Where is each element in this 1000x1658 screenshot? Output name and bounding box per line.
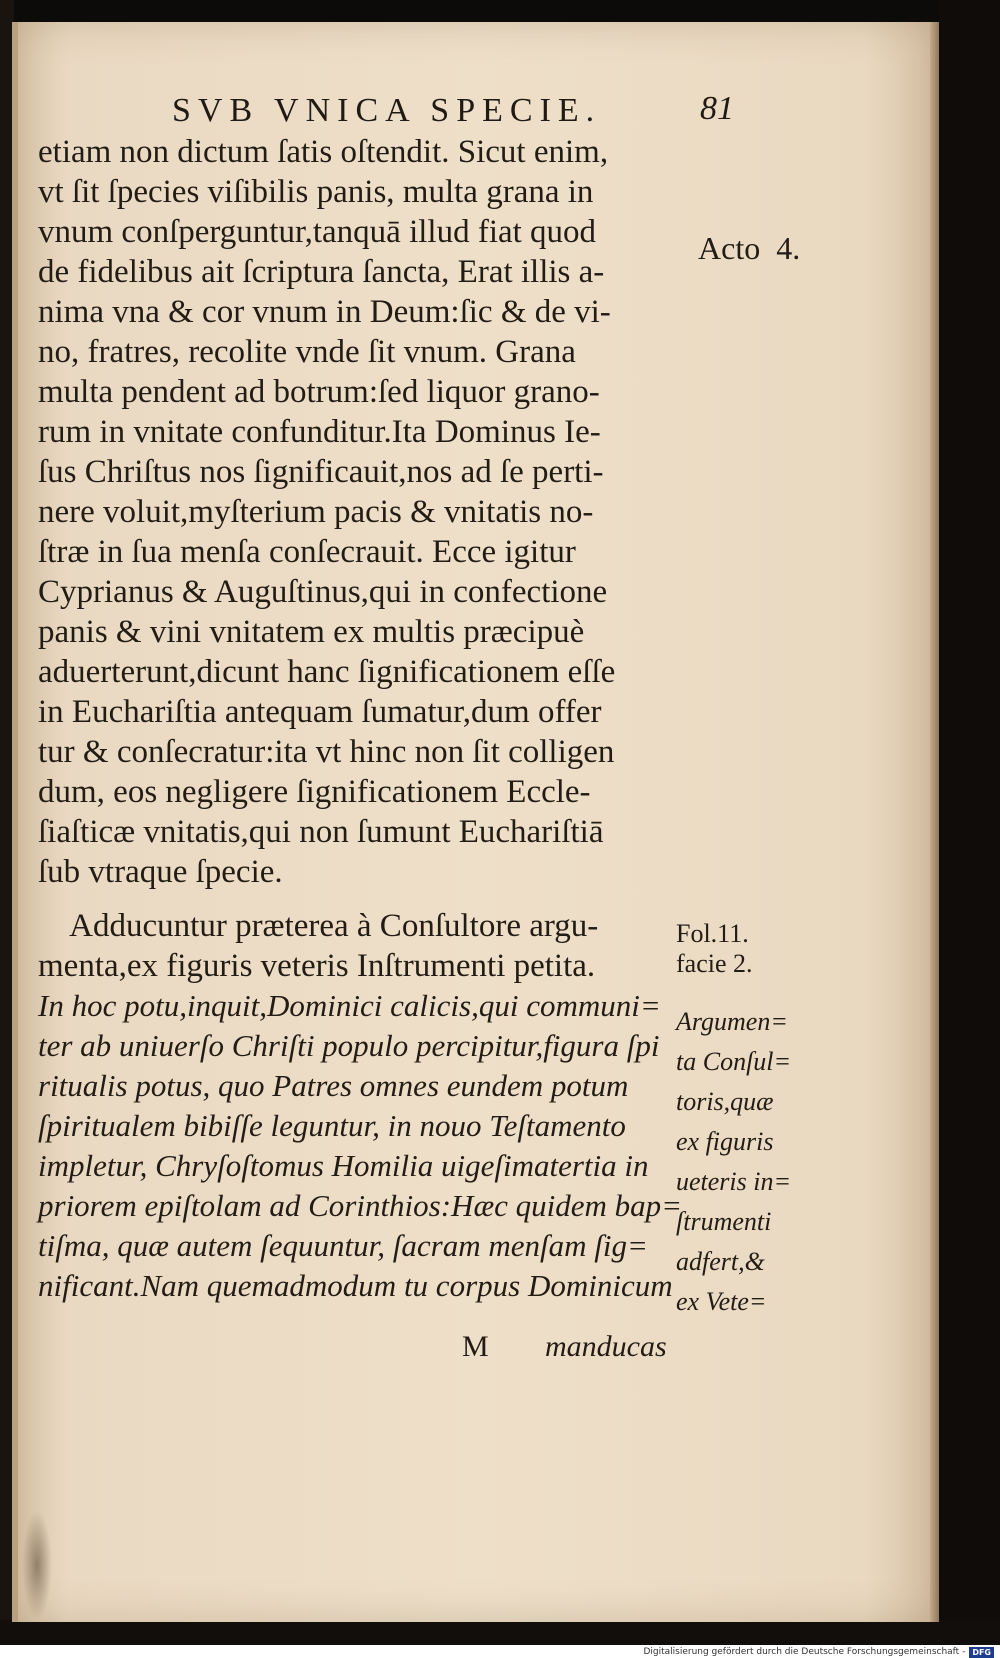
- text-line: aduerterunt,dicunt hanc ſignificationem eſſe: [38, 654, 616, 690]
- margin-line: ta Conſul=: [676, 1047, 792, 1076]
- credit-text: Digitalisierung gefördert durch die Deutsche Forschungsgemeinschaft -: [643, 1647, 966, 1657]
- page-stain: [22, 1510, 52, 1620]
- text-line: nere voluit,myſterium pacis & vnitatis no-: [38, 494, 594, 530]
- margin-line: adfert,&: [676, 1247, 765, 1276]
- page-right-edge: [930, 22, 939, 1622]
- text-line: ſus Chriſtus nos ſignificauit,nos ad ſe perti-: [38, 454, 604, 490]
- margin-line: Fol.11.: [676, 919, 749, 948]
- signature-mark: M: [462, 1330, 489, 1363]
- text-line: nima vna & cor vnum in Deum:ſic & de vi-: [38, 294, 611, 330]
- margin-line: Argumen=: [676, 1007, 788, 1036]
- text-line: de fidelibus ait ſcriptura ſancta, Erat illis a-: [38, 254, 605, 290]
- text-line: dum, eos negligere ſignificationem Eccle-: [38, 774, 591, 810]
- text-line: menta,ex figuris veteris Inſtrumenti petita.: [38, 948, 596, 984]
- digitization-credit: [643, 1646, 994, 1658]
- italic-line: priorem epiſtolam ad Corinthios:Hæc quidem bap=: [38, 1188, 683, 1223]
- text-line: multa pendent ad botrum:ſed liquor grano-: [38, 374, 600, 410]
- text-line: tur & conſecratur:ita vt hinc non ſit colligen: [38, 734, 615, 770]
- italic-line: ter ab uniuerſo Chriſti populo percipitur,figura ſpi: [38, 1028, 660, 1063]
- page-foot: [0, 1330, 1000, 1370]
- italic-line: nificant.Nam quemadmodum tu corpus Dominicum: [38, 1268, 673, 1303]
- margin-line: facie 2.: [676, 949, 753, 978]
- italic-line: impletur, Chryſoſtomus Homilia uigeſimatertia in: [38, 1148, 649, 1183]
- scan-bottom-border: [0, 1620, 1000, 1645]
- italic-line: In hoc potu,inquit,Dominici calicis,qui communi=: [38, 988, 661, 1023]
- text-line: ſiaſticæ vnitatis,qui non ſumunt Euchariſtiā: [38, 814, 604, 850]
- text-line: rum in vnitate confunditur.Ita Dominus Ie-: [38, 414, 601, 450]
- italic-line: ritualis potus, quo Patres omnes eundem potum: [38, 1068, 629, 1103]
- text-line: etiam non dictum ſatis oſtendit. Sicut enim,: [38, 134, 609, 170]
- text-line: ſtræ in ſua menſa conſecrauit. Ecce igitur: [38, 534, 576, 570]
- dfg-logo: DFG: [969, 1647, 994, 1658]
- margin-line: toris,quæ: [676, 1087, 774, 1116]
- paragraph-2: [38, 906, 718, 986]
- catchword: manducas: [545, 1330, 667, 1363]
- folio-number: 81: [700, 90, 734, 127]
- text-line: ſub vtraque ſpecie.: [38, 854, 283, 890]
- margin-line: ex figuris: [676, 1127, 774, 1156]
- text-line: Adducuntur præterea à Conſultore argu-: [38, 908, 599, 944]
- scan-top-border: [0, 0, 1000, 22]
- paragraph-1: [38, 132, 718, 892]
- margin-note-argumenta: [676, 1002, 791, 1322]
- main-text: [38, 132, 718, 1306]
- scan-right-border: [939, 0, 1000, 1645]
- margin-line: ſtrumenti: [676, 1207, 772, 1236]
- text-line: in Euchariſtia antequam ſumatur,dum offer: [38, 694, 602, 730]
- text-line: panis & vini vnitatem ex multis præcipuè: [38, 614, 585, 650]
- italic-line: ſpiritualem bibiſſe leguntur, in nouo Teſtamento: [38, 1108, 626, 1143]
- italic-quotation: [38, 986, 718, 1306]
- page-left-edge: [12, 22, 18, 1622]
- margin-line: ueteris in=: [676, 1167, 792, 1196]
- text-line: no, fratres, recolite vnde ſit vnum. Grana: [38, 334, 576, 370]
- italic-line: tiſma, quæ autem ſequuntur, ſacram menſam ſig=: [38, 1228, 648, 1263]
- text-line: vt ſit ſpecies viſibilis panis, multa grana in: [38, 174, 594, 210]
- margin-line: ex Vete=: [676, 1287, 767, 1316]
- text-line: vnum conſperguntur,tanquā illud fiat quod: [38, 214, 597, 250]
- margin-note-fol: [676, 918, 753, 978]
- text-line: Cyprianus & Auguſtinus,qui in confectione: [38, 574, 608, 610]
- running-head: SVB VNICA SPECIE.: [172, 92, 602, 129]
- margin-note-acto: Acto 4.: [698, 230, 801, 266]
